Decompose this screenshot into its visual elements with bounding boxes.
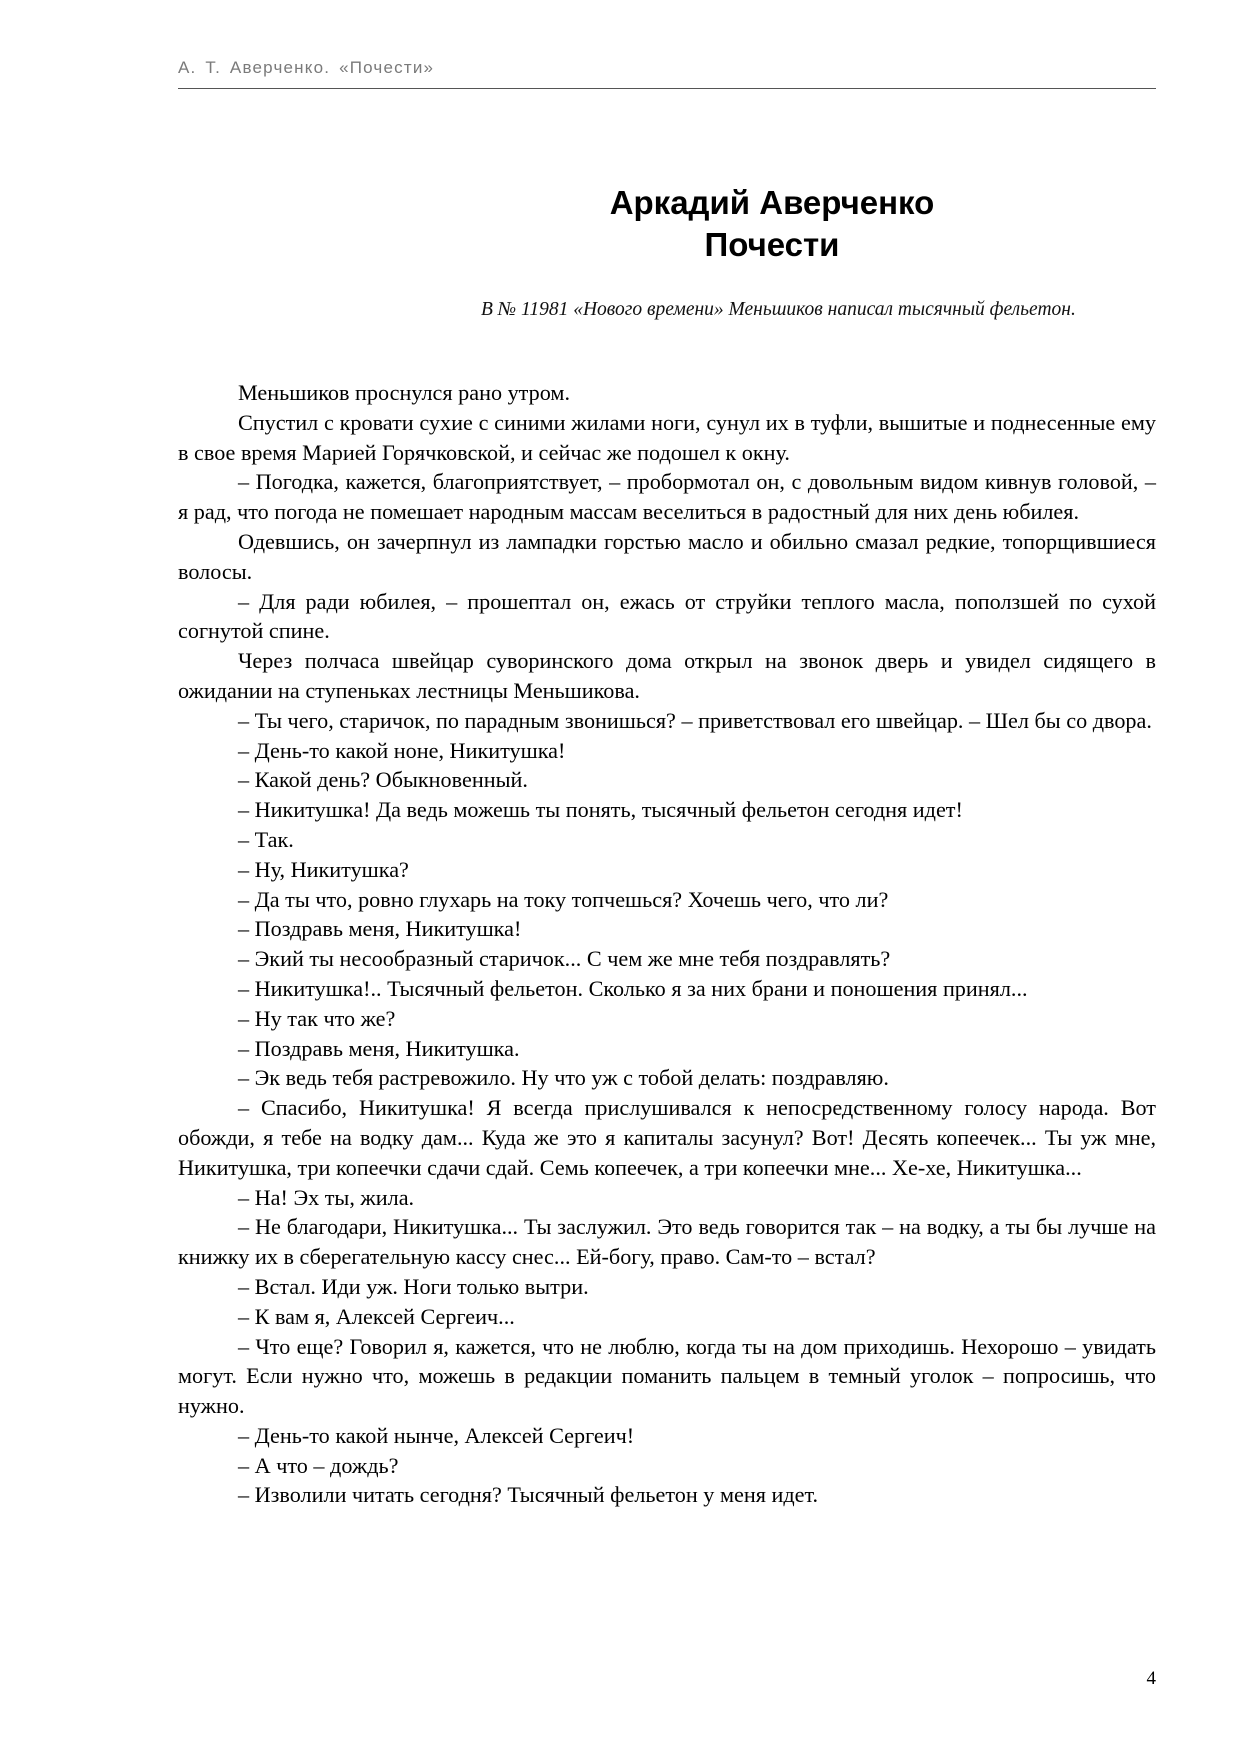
running-header: А. Т. Аверченко. «Почести» xyxy=(178,58,435,77)
paragraph: – Встал. Иди уж. Ноги только вытри. xyxy=(238,1273,589,1299)
paragraph: – Изволили читать сегодня? Тысячный фельетон у меня идет. xyxy=(238,1482,819,1508)
page-number: 4 xyxy=(1146,1668,1156,1689)
paragraph: – Для ради юбилея, – прошептал он, ежась от струйки теплого масла, поползшей по сухой согнутой спине. xyxy=(178,588,1156,644)
header-divider xyxy=(178,88,1156,89)
paragraph: – Поздравь меня, Никитушка! xyxy=(238,916,522,942)
paragraph: – Ну так что же? xyxy=(238,1005,396,1031)
paragraph: – День-то какой ноне, Никитушка! xyxy=(238,737,566,763)
paragraph: – Никитушка!.. Тысячный фельетон. Сколько я за них брани и поношения принял... xyxy=(238,975,1028,1001)
title-block xyxy=(178,182,1156,266)
paragraph: Спустил с кровати сухие с синими жилами ноги, сунул их в туфли, вышитые и поднесенные ему в свое время Марией Горячковской, и сейчас же подошел к окну. xyxy=(178,409,1156,465)
paragraph: – Эк ведь тебя растревожило. Ну что уж с тобой делать: поздравляю. xyxy=(238,1065,889,1091)
paragraph: Меньшиков проснулся рано утром. xyxy=(238,380,570,405)
paragraph: – Что еще? Говорил я, кажется, что не люблю, когда ты на дом приходишь. Нехорошо – увидать могут. Если нужно что, можешь в редакции поманить пальцем в темный уголок – попросишь, что нужно. xyxy=(178,1333,1156,1419)
paragraph: – Поздравь меня, Никитушка. xyxy=(238,1035,520,1061)
paragraph: – А что – дождь? xyxy=(238,1452,399,1478)
paragraph: – Ты чего, старичок, по парадным звонишься? – приветствовал его швейцар. – Шел бы со двора. xyxy=(238,707,1152,733)
paragraph: – Спасибо, Никитушка! Я всегда прислушивался к непосредственному голосу народа. Вот обожди, я тебе на водку дам... Куда же это я капиталы засунул? Вот! Десять копеечек... Ты уж мне, Никитушка, три копеечки сдачи сдай. Семь копеечек, а три копеечки мне... Хе-хе, Никитушка... xyxy=(178,1095,1156,1180)
paragraph: – Никитушка! Да ведь можешь ты понять, тысячный фельетон сегодня идет! xyxy=(238,797,963,823)
paragraph: – Да ты что, ровно глухарь на току топчешься? Хочешь чего, что ли? xyxy=(238,886,889,912)
work-title: Почести xyxy=(704,226,840,263)
paragraph: – Так. xyxy=(238,826,294,852)
paragraph: – Какой день? Обыкновенный. xyxy=(238,767,528,793)
paragraph: – Экий ты несообразный старичок... С чем же мне тебя поздравлять? xyxy=(238,946,891,972)
story-text xyxy=(178,378,1156,1510)
paragraph: – Ну, Никитушка? xyxy=(238,856,409,882)
paragraph: – День-то какой нынче, Алексей Сергеич! xyxy=(238,1422,635,1448)
paragraph: – К вам я, Алексей Сергеич... xyxy=(238,1303,515,1329)
paragraph: Одевшись, он зачерпнул из лампадки горстью масло и обильно смазал редкие, топорщившиеся волосы. xyxy=(178,528,1156,584)
paragraph: – Не благодари, Никитушка... Ты заслужил. Это ведь говорится так – на водку, а ты бы лучше на книжку их в сберегательную кассу снес... Ей-богу, право. Сам-то – встал? xyxy=(178,1214,1156,1270)
paragraph: – На! Эх ты, жила. xyxy=(238,1184,415,1210)
author-name: Аркадий Аверченко xyxy=(609,184,935,221)
paragraph: Через полчаса швейцар суворинского дома открыл на звонок дверь и увидел сидящего в ожидании на ступеньках лестницы Меньшикова. xyxy=(178,648,1156,703)
epigraph: В № 11981 «Нового времени» Меньшиков написал тысячный фельетон. xyxy=(481,299,1076,320)
paragraph: – Погодка, кажется, благоприятствует, – пробормотал он, с довольным видом кивнув головой, – я рад, что погода не помешает народным массам веселиться в радостный для них день юбилея. xyxy=(178,469,1156,525)
